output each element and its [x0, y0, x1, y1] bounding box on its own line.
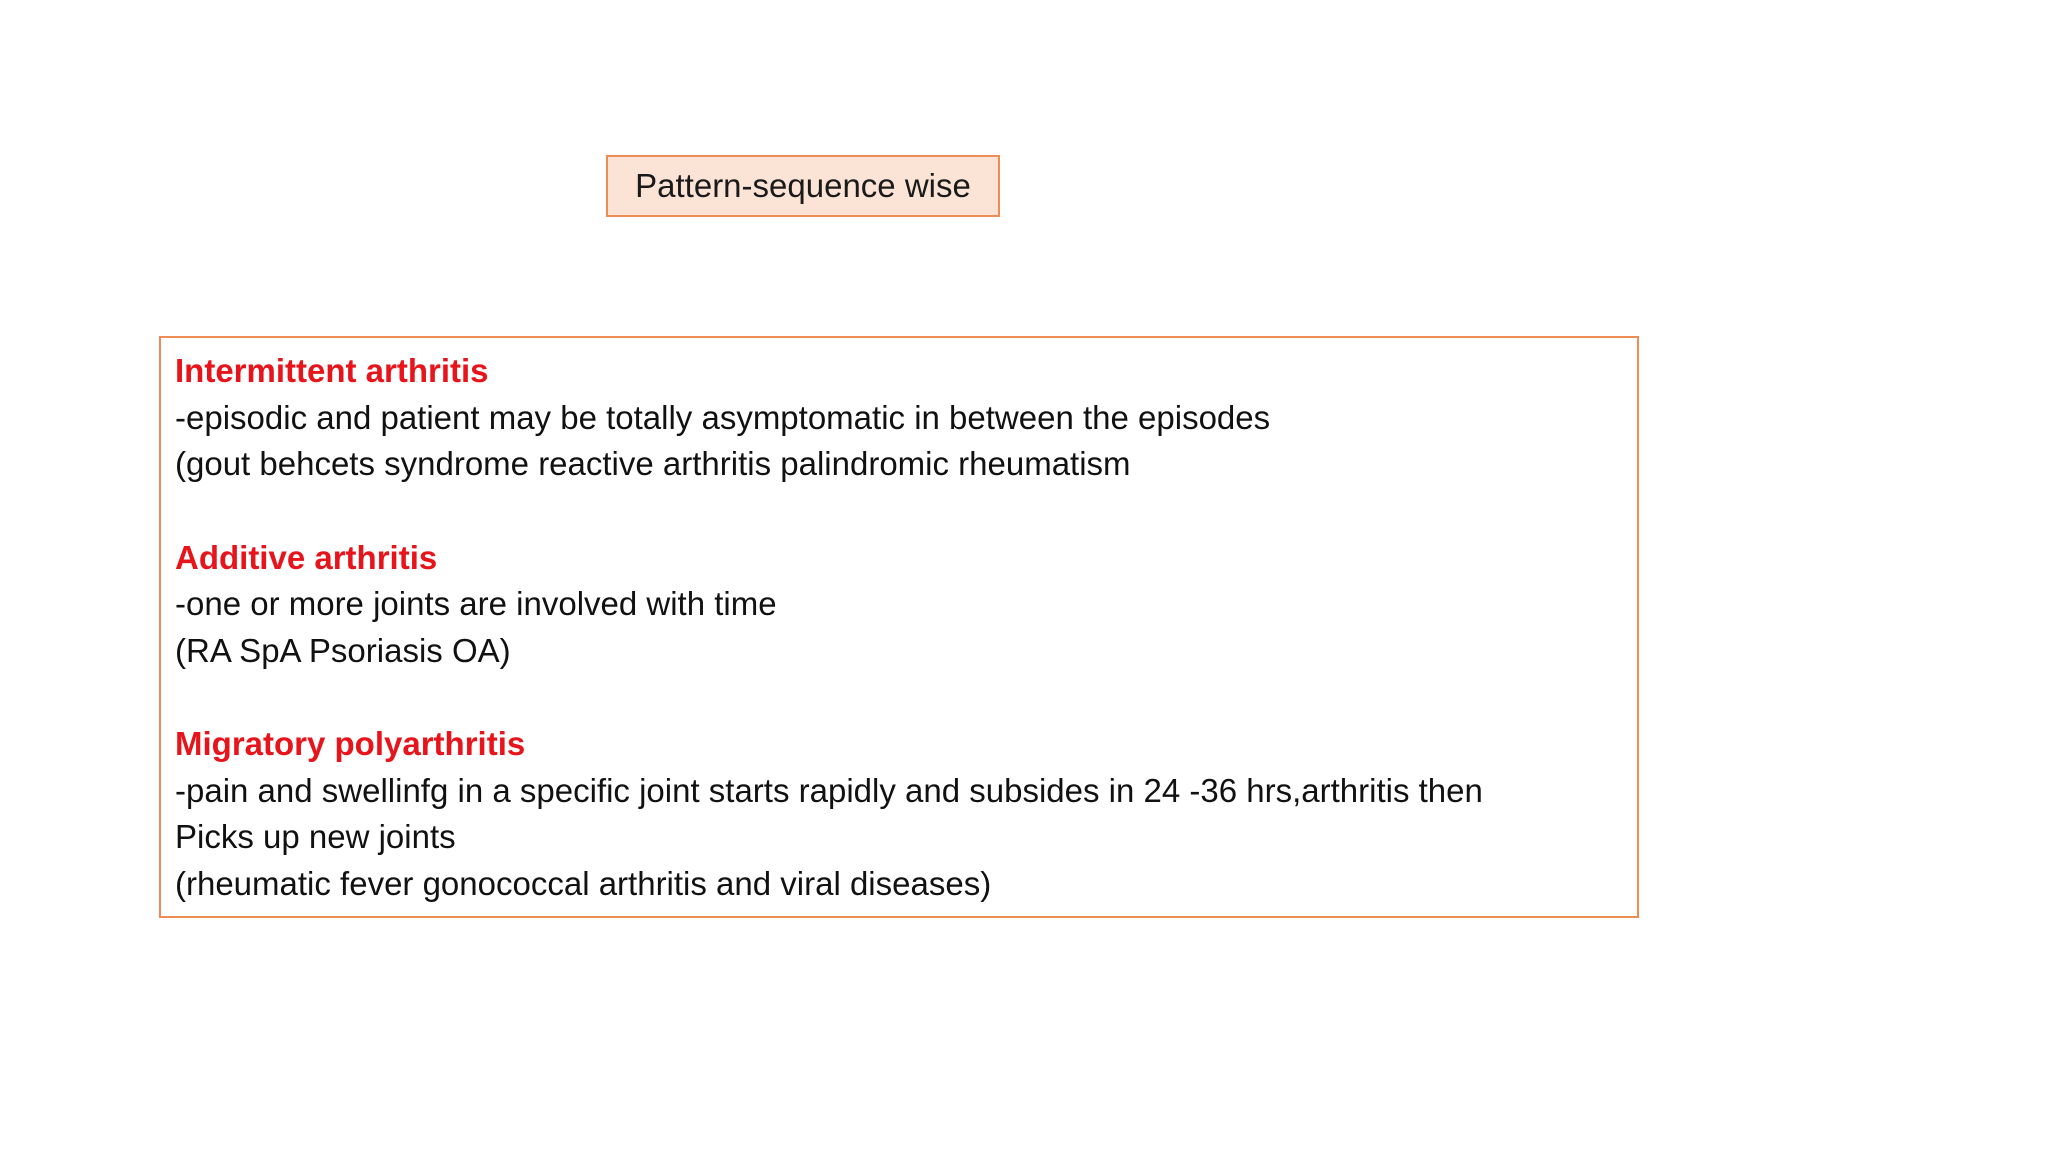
section-line: (rheumatic fever gonococcal arthritis and viral diseases) — [175, 864, 992, 902]
section-migratory-polyarthritis — [175, 721, 1623, 907]
section-line: -pain and swellinfg in a specific joint starts rapidly and subsides in 24 -36 hrs,arthritis then — [175, 771, 1483, 809]
slide-title: Pattern-sequence wise — [606, 155, 1000, 217]
section-line: -one or more joints are involved with time — [175, 585, 777, 622]
section-line: -episodic and patient may be totally asymptomatic in between the episodes — [175, 398, 1271, 436]
section-line: (RA SpA Psoriasis OA) — [175, 631, 511, 669]
section-line: (gout behcets syndrome reactive arthritis palindromic rheumatism — [175, 445, 1131, 482]
section-heading: Migratory polyarthritis — [175, 725, 526, 762]
section-heading: Intermittent arthritis — [175, 352, 489, 389]
content-box — [159, 336, 1639, 918]
section-heading: Additive arthritis — [175, 538, 438, 576]
section-line: Picks up new joints — [175, 818, 456, 855]
section-additive-arthritis — [175, 535, 1623, 675]
section-intermittent-arthritis — [175, 348, 1623, 488]
